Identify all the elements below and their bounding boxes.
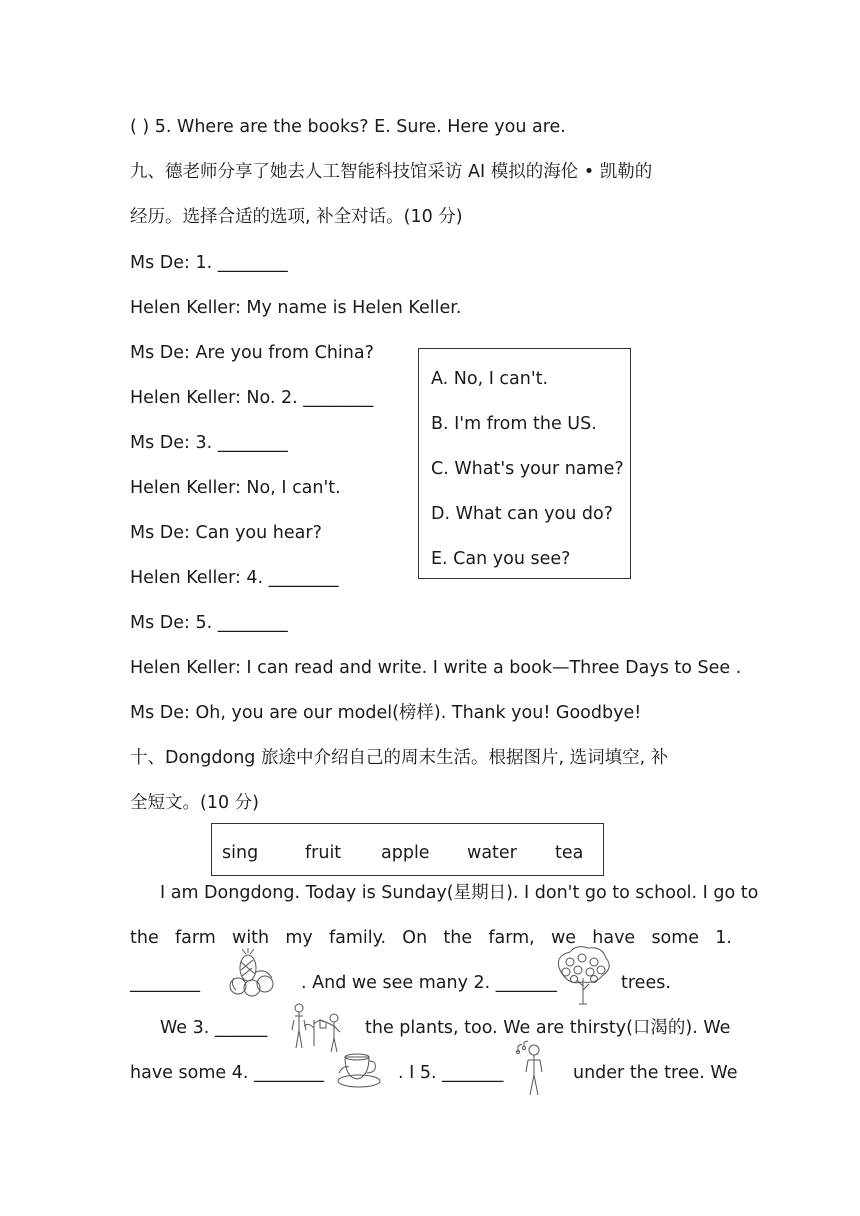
- dialogue-line-3: Ms De: Are you from China?: [130, 343, 374, 363]
- option-e: E. Can you see?: [431, 549, 571, 569]
- paragraph1-line3-end: trees.: [621, 973, 671, 993]
- section9-heading-line2: 经历。选择合适的选项, 补全对话。(10 分): [130, 207, 463, 227]
- dialogue-line-10: Helen Keller: I can read and write. I write a book—Three Days to See .: [130, 658, 742, 678]
- word-bank-item: apple: [381, 843, 430, 863]
- word: my: [285, 928, 313, 948]
- singing-boy-picture: [514, 1040, 550, 1098]
- dialogue-line-11: Ms De: Oh, you are our model(榜样). Thank you! Goodbye!: [130, 703, 642, 723]
- word: On: [402, 928, 428, 948]
- option-d: D. What can you do?: [431, 504, 613, 524]
- paragraph2-line2-start: have some 4. ________: [130, 1063, 324, 1083]
- dialogue-line-9: Ms De: 5. ________: [130, 613, 288, 633]
- word: with: [232, 928, 270, 948]
- word: farm,: [488, 928, 535, 948]
- paragraph2-line2-mid: . I 5. _______: [398, 1063, 504, 1083]
- word-bank-item: fruit: [305, 843, 342, 863]
- word: have: [592, 928, 636, 948]
- dialogue-line-1: Ms De: 1. ________: [130, 253, 288, 273]
- paragraph2-line2-end: under the tree. We: [573, 1063, 738, 1083]
- dialogue-line-4: Helen Keller: No. 2. ________: [130, 388, 374, 408]
- paragraph2-line1-end: the plants, too. We are thirsty(口渴的). We: [365, 1018, 731, 1038]
- word: the: [130, 928, 159, 948]
- word: we: [550, 928, 577, 948]
- word-bank-item: tea: [555, 843, 584, 863]
- fruit-basket-picture: [226, 948, 278, 998]
- paragraph1-line2: [130, 926, 732, 950]
- tea-cup-picture: [335, 1047, 383, 1089]
- word: the: [443, 928, 473, 948]
- watering-plants-picture: [290, 1000, 346, 1054]
- dialogue-line-5: Ms De: 3. ________: [130, 433, 288, 453]
- apple-tree-picture: [552, 946, 614, 1006]
- word-bank-item: sing: [222, 843, 259, 863]
- word-bank-item: water: [467, 843, 517, 863]
- dialogue-line-8: Helen Keller: 4. ________: [130, 568, 339, 588]
- word: some: [651, 928, 700, 948]
- word: family.: [328, 928, 387, 948]
- options-box: [418, 348, 631, 579]
- word: 1.: [715, 928, 732, 948]
- paragraph1-line1: I am Dongdong. Today is Sunday(星期日). I don't go to school. I go to: [160, 883, 759, 903]
- paragraph1-line3-mid: . And we see many 2. _______: [301, 973, 558, 993]
- section10-heading-line2: 全短文。(10 分): [130, 793, 259, 813]
- dialogue-line-7: Ms De: Can you hear?: [130, 523, 322, 543]
- section10-heading-line1: 十、Dongdong 旅途中介绍自己的周末生活。根据图片, 选词填空, 补: [130, 748, 669, 768]
- option-c: C. What's your name?: [431, 459, 624, 479]
- option-a: A. No, I can't.: [431, 369, 549, 389]
- blank-1: ________: [130, 973, 200, 993]
- option-b: B. I'm from the US.: [431, 414, 597, 434]
- section9-heading-line1: 九、德老师分享了她去人工智能科技馆采访 AI 模拟的海伦 • 凯勒的: [130, 162, 653, 182]
- word-bank-box: [211, 823, 604, 876]
- top-question-line: ( ) 5. Where are the books? E. Sure. Here you are.: [130, 117, 566, 137]
- word: farm: [174, 928, 216, 948]
- dialogue-line-6: Helen Keller: No, I can't.: [130, 478, 341, 498]
- paragraph2-line1-start: We 3. ______: [160, 1018, 268, 1038]
- dialogue-line-2: Helen Keller: My name is Helen Keller.: [130, 298, 462, 318]
